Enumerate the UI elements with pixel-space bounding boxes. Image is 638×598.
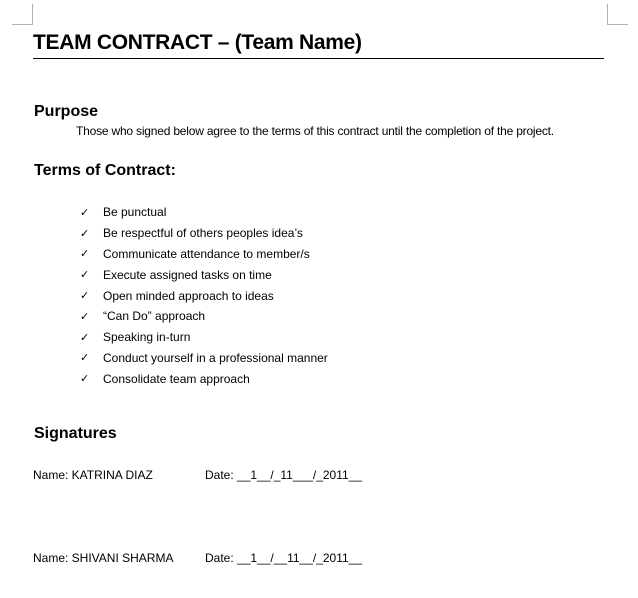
purpose-heading: Purpose <box>34 103 99 120</box>
purpose-text: Those who signed below agree to the terms of this contract until the completion of the project. <box>76 124 554 138</box>
checkmark-icon: ✓ <box>80 330 90 344</box>
signature-name: Name: SHIVANI SHARMA <box>33 551 174 565</box>
signature-row <box>33 468 362 482</box>
terms-list <box>80 202 328 389</box>
signatures-heading: Signatures <box>34 425 117 442</box>
list-item <box>80 264 328 285</box>
list-item <box>80 327 328 348</box>
crop-mark-top-left <box>12 4 33 25</box>
term-text: Speaking in-turn <box>103 330 191 345</box>
signature-row <box>33 551 362 565</box>
checkmark-icon: ✓ <box>80 289 90 303</box>
term-text: Be respectful of others peoples idea’s <box>103 226 303 241</box>
term-text: Be punctual <box>103 205 167 220</box>
checkmark-icon: ✓ <box>80 372 90 386</box>
term-text: Conduct yourself in a professional manner <box>103 350 328 365</box>
term-text: Communicate attendance to member/s <box>103 246 310 261</box>
list-item <box>80 306 328 327</box>
terms-heading: Terms of Contract: <box>34 162 176 179</box>
term-text: Execute assigned tasks on time <box>103 267 272 282</box>
checkmark-icon: ✓ <box>80 247 90 261</box>
list-item <box>80 285 328 306</box>
list-item <box>80 368 328 389</box>
term-text: Open minded approach to ideas <box>103 288 274 303</box>
signature-date: Date: __1__/_11___/_2011__ <box>205 468 363 482</box>
title-underline <box>33 58 604 59</box>
list-item <box>80 223 328 244</box>
signature-name: Name: KATRINA DIAZ <box>33 468 153 482</box>
crop-mark-top-right <box>607 4 628 25</box>
term-text: “Can Do” approach <box>103 309 206 324</box>
list-item <box>80 244 328 265</box>
list-item <box>80 202 328 223</box>
checkmark-icon: ✓ <box>80 268 90 282</box>
checkmark-icon: ✓ <box>80 309 90 323</box>
document-title: TEAM CONTRACT – (Team Name) <box>33 31 362 54</box>
checkmark-icon: ✓ <box>80 205 90 219</box>
checkmark-icon: ✓ <box>80 226 90 240</box>
list-item <box>80 348 328 369</box>
checkmark-icon: ✓ <box>80 351 90 365</box>
signature-date: Date: __1__/__11__/_2011__ <box>205 551 363 565</box>
term-text: Consolidate team approach <box>103 371 250 386</box>
